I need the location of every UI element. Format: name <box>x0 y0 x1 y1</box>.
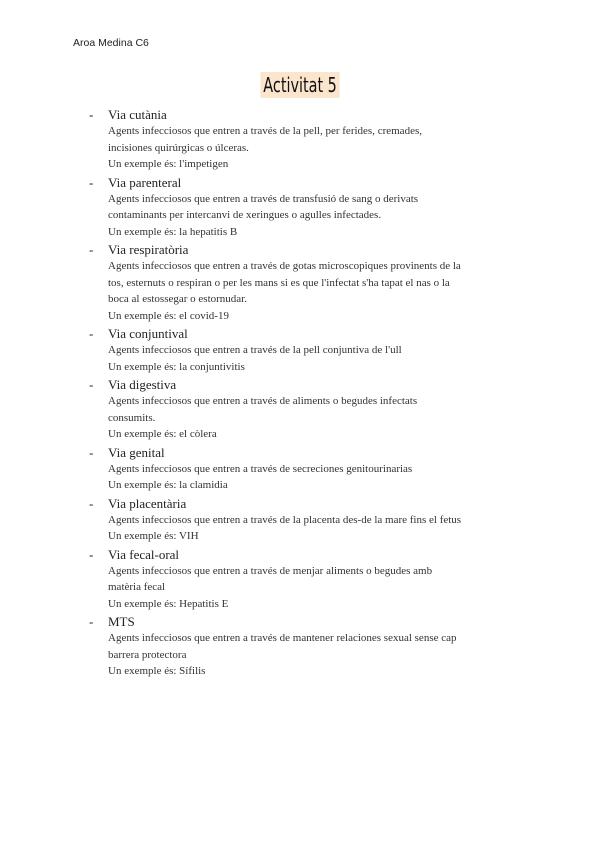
route-description <box>108 393 529 443</box>
route-description <box>108 512 529 545</box>
description-line: consumits. <box>108 411 156 424</box>
description-line: Un exemple és: el còlera <box>108 428 217 440</box>
description-line: Agents infecciosos que entren a través de mantener relaciones sexual sense cap <box>108 632 457 644</box>
dash-bullet-icon: - <box>89 174 94 190</box>
description-line: Agents infecciosos que entren a través de gotas microscopiques provinents de la <box>108 260 461 272</box>
description-line: Un exemple és: el covid-19 <box>108 309 229 322</box>
route-heading: Via respiratòria <box>108 242 189 257</box>
route-description <box>108 258 529 324</box>
description-line: incisiones quirúrgicas o úlceras. <box>108 141 249 154</box>
route-description <box>108 342 529 375</box>
list-item <box>89 546 529 613</box>
description-line: Un exemple és: la clamidia <box>108 479 228 491</box>
list-item <box>89 444 529 494</box>
description-line: Un exemple és: l'impetigen <box>108 158 229 170</box>
transmission-routes-list <box>89 106 529 681</box>
route-heading: Via cutània <box>108 107 167 122</box>
dash-bullet-icon: - <box>89 107 94 122</box>
description-line: Agents infecciosos que entren a través de la pell conjuntiva de l'ull <box>108 344 402 356</box>
description-line: contaminants per intercanvi de xeringues o agulles infectades. <box>108 209 382 221</box>
dash-bullet-icon: - <box>89 495 94 511</box>
description-line: Agents infecciosos que entren a través de menjar aliments o begudes amb <box>108 564 433 577</box>
route-heading: MTS <box>108 614 135 629</box>
list-item <box>89 376 529 443</box>
dash-bullet-icon: - <box>89 614 94 629</box>
description-line: tos, esternuts o respiran o per les mans si es que l'infectat s'ha tapat el nas o la <box>108 276 450 289</box>
list-item <box>89 495 529 545</box>
route-heading: Via conjuntival <box>108 326 188 341</box>
description-line: Un exemple és: Hepatitis E <box>108 597 229 610</box>
dash-bullet-icon: - <box>89 377 94 392</box>
route-description <box>108 563 529 613</box>
route-heading: Via fecal-oral <box>108 546 180 562</box>
description-line: Un exemple és: la hepatitis B <box>108 225 238 238</box>
page-title: Activitat 5 <box>260 72 339 98</box>
description-line: barrera protectora <box>108 648 187 661</box>
list-item <box>89 241 529 324</box>
dash-bullet-icon: - <box>89 326 94 341</box>
list-item <box>89 174 529 241</box>
description-line: Un exemple és: Sífilis <box>108 665 206 677</box>
list-item <box>89 325 529 375</box>
route-heading: Via placentària <box>108 495 187 511</box>
route-description <box>108 123 529 173</box>
dash-bullet-icon: - <box>89 444 94 460</box>
dash-bullet-icon: - <box>89 546 94 562</box>
description-line: Agents infecciosos que entren a través de la placenta des-de la mare fins el fetus <box>108 513 462 526</box>
route-description <box>108 191 529 241</box>
title-container <box>0 72 600 98</box>
route-description <box>108 461 529 494</box>
list-item <box>89 106 529 173</box>
route-heading: Via genital <box>108 444 165 460</box>
description-line: Agents infecciosos que entren a través de transfusió de sang o derivats <box>108 192 419 205</box>
description-line: matèria fecal <box>108 581 166 593</box>
description-line: Agents infecciosos que entren a través de aliments o begudes infectats <box>108 395 418 407</box>
description-line: Un exemple és: la conjuntivitis <box>108 360 245 373</box>
route-description <box>108 630 529 680</box>
description-line: Agents infecciosos que entren a través de secreciones genitourinarias <box>108 462 413 475</box>
author-name: Aroa Medina C6 <box>73 37 149 49</box>
description-line: boca al estossegar o estornudar. <box>108 293 247 305</box>
route-heading: Via digestiva <box>108 377 177 392</box>
description-line: Un exemple és: VIH <box>108 530 199 542</box>
dash-bullet-icon: - <box>89 242 94 257</box>
list-item <box>89 613 529 680</box>
description-line: Agents infecciosos que entren a través de la pell, per ferides, cremades, <box>108 125 422 137</box>
route-heading: Via parenteral <box>108 174 182 190</box>
